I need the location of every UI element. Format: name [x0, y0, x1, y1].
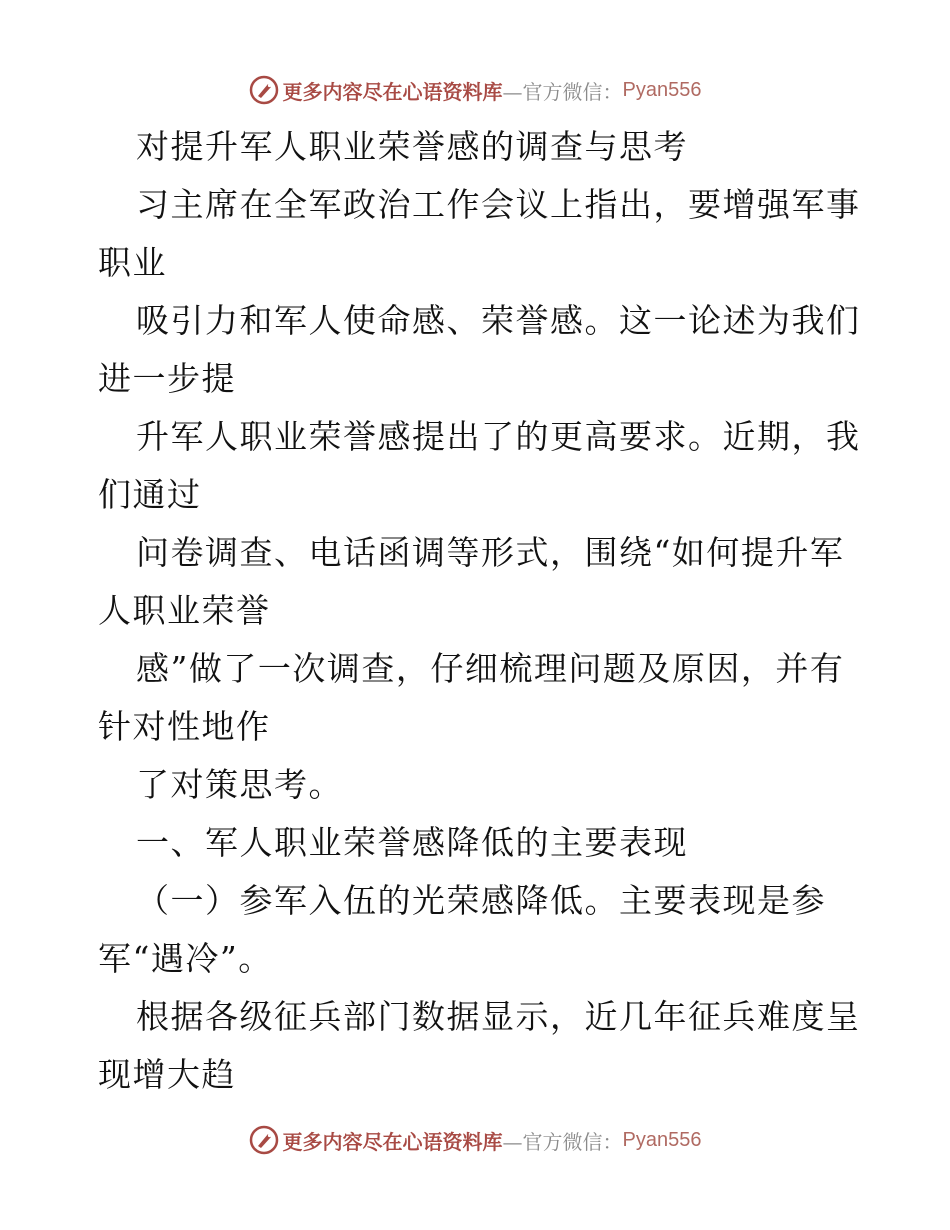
- paragraph-line: 军“遇冷”。: [98, 939, 273, 978]
- paragraph-line: 升军人职业荣誉感提出了的更高要求。近期，我: [136, 417, 861, 456]
- watermark-wechat-id: Pyan556: [622, 1128, 702, 1151]
- paragraph-line: 习主席在全军政治工作会议上指出，要增强军事: [136, 185, 861, 224]
- paragraph-line: 职业: [98, 243, 167, 282]
- pen-seal-logo-icon: [249, 75, 279, 105]
- document-title: 对提升军人职业荣誉感的调查与思考: [136, 127, 688, 166]
- section-heading: 一、军人职业荣誉感降低的主要表现: [136, 823, 688, 862]
- paragraph-line: 了对策思考。: [136, 765, 343, 804]
- paragraph-line: 吸引力和军人使命感、荣誉感。这一论述为我们: [136, 301, 861, 340]
- paragraph-line: 根据各级征兵部门数据显示，近几年征兵难度呈: [136, 997, 861, 1036]
- subsection-heading: （一）参军入伍的光荣感降低。主要表现是参: [136, 881, 826, 920]
- paragraph-line: 感”做了一次调查，仔细梳理问题及原因，并有: [136, 649, 845, 688]
- paragraph-line: 进一步提: [98, 359, 236, 398]
- watermark-wechat-id: Pyan556: [622, 78, 702, 101]
- paragraph-line: 针对性地作: [98, 707, 271, 746]
- paragraph-line: 人职业荣誉: [98, 591, 271, 630]
- watermark-site-text: 更多内容尽在心语资料库: [282, 1129, 503, 1154]
- header-watermark: [0, 70, 950, 110]
- watermark-wechat-label: —官方微信：: [502, 79, 623, 104]
- paragraph-line: 们通过: [98, 475, 202, 514]
- watermark-wechat-label: —官方微信：: [502, 1129, 623, 1154]
- watermark-site-text: 更多内容尽在心语资料库: [282, 79, 503, 104]
- paragraph-line: 问卷调查、电话函调等形式，围绕“如何提升军: [136, 533, 845, 572]
- pen-seal-logo-icon: [249, 1125, 279, 1155]
- footer-watermark: [0, 1120, 950, 1160]
- document-body: [98, 118, 861, 1104]
- paragraph-line: 现增大趋: [98, 1055, 236, 1094]
